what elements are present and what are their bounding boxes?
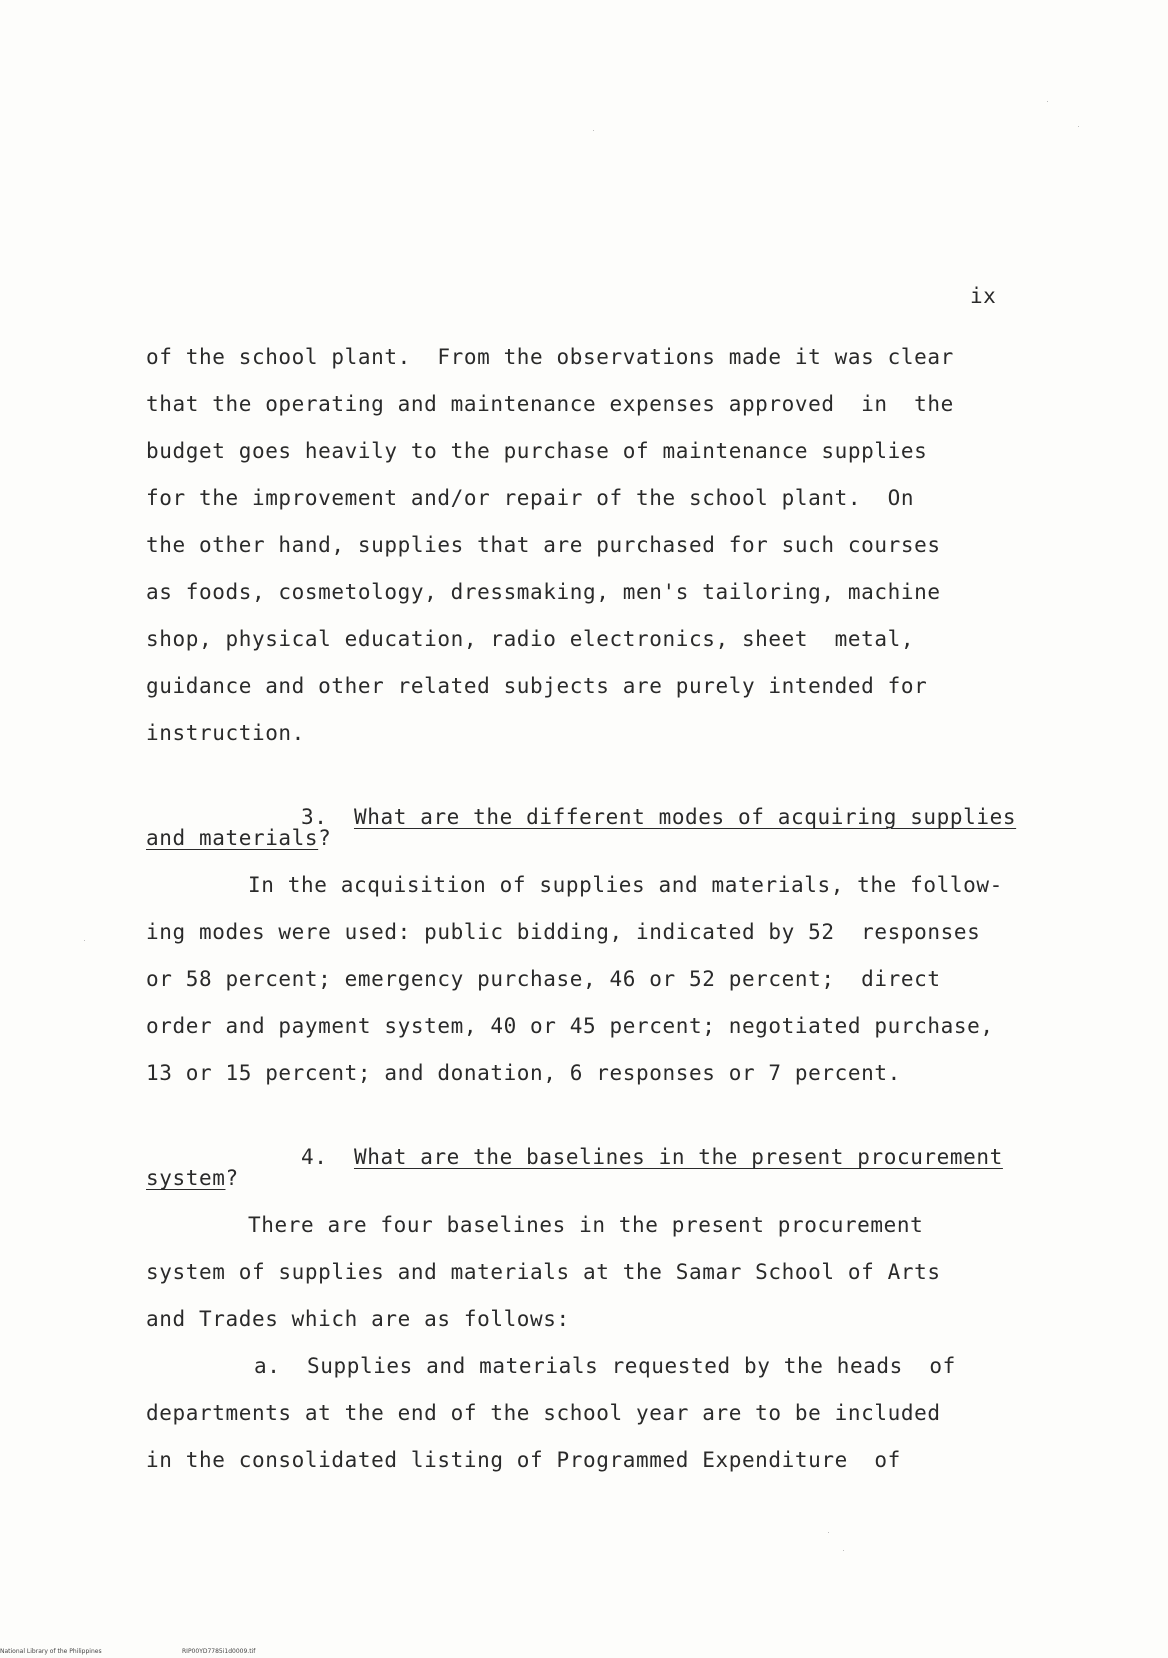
question-3-cont (146, 825, 331, 851)
answer-line: and Trades which are as follows: (146, 1307, 570, 1331)
question-mark: ? (225, 1166, 239, 1190)
question-heading: What are the baselines in the present procurement (353, 1145, 1003, 1169)
question-4-cont (146, 1165, 239, 1191)
scan-speck (84, 940, 85, 941)
list-item-a-cont: departments at the end of the school year are to be included (146, 1401, 941, 1425)
body-line: shop, physical education, radio electronics, sheet metal, (146, 627, 915, 651)
scan-footer (0, 1648, 256, 1655)
list-item-a: a. Supplies and materials requested by the heads of (254, 1354, 956, 1378)
scan-speck (843, 1550, 844, 1551)
scan-speck (828, 1532, 829, 1533)
answer-line: or 58 percent; emergency purchase, 46 or 52 percent; direct (146, 967, 941, 991)
question-number: 4. (300, 1145, 328, 1169)
answer-line: system of supplies and materials at the Samar School of Arts (146, 1260, 941, 1284)
scan-speck (593, 130, 594, 131)
page-number: ix (970, 284, 997, 308)
scan-speck (1078, 126, 1079, 127)
answer-line: There are four baselines in the present procurement (248, 1213, 924, 1237)
body-line: guidance and other related subjects are purely intended for (146, 674, 928, 698)
scan-speck (1047, 101, 1048, 102)
question-heading: What are the different modes of acquiring supplies (353, 805, 1017, 829)
body-line: the other hand, supplies that are purchased for such courses (146, 533, 941, 557)
footer-file-id: RIP00YD7785i1d0009.tif (182, 1648, 256, 1655)
answer-line: 13 or 15 percent; and donation, 6 responses or 7 percent. (146, 1061, 901, 1085)
question-number: 3. (300, 805, 328, 829)
answer-line: ing modes were used: public bidding, indicated by 52 responses (146, 920, 981, 944)
question-4 (248, 1118, 1003, 1196)
body-line: of the school plant. From the observations made it was clear (146, 345, 954, 369)
body-line: that the operating and maintenance expenses approved in the (146, 392, 954, 416)
question-heading: system (146, 1166, 226, 1190)
list-item-a-cont: in the consolidated listing of Programmed Expenditure of (146, 1448, 901, 1472)
body-line: as foods, cosmetology, dressmaking, men's tailoring, machine (146, 580, 941, 604)
answer-line: In the acquisition of supplies and materials, the follow- (248, 873, 1003, 897)
answer-line: order and payment system, 40 or 45 percent; negotiated purchase, (146, 1014, 994, 1038)
question-mark: ? (318, 826, 332, 850)
question-3 (248, 778, 1016, 856)
body-line: budget goes heavily to the purchase of maintenance supplies (146, 439, 928, 463)
footer-library: National Library of the Philippines (0, 1648, 102, 1655)
question-heading: and materials (146, 826, 319, 850)
body-line: instruction. (146, 721, 305, 745)
body-line: for the improvement and/or repair of the school plant. On (146, 486, 915, 510)
